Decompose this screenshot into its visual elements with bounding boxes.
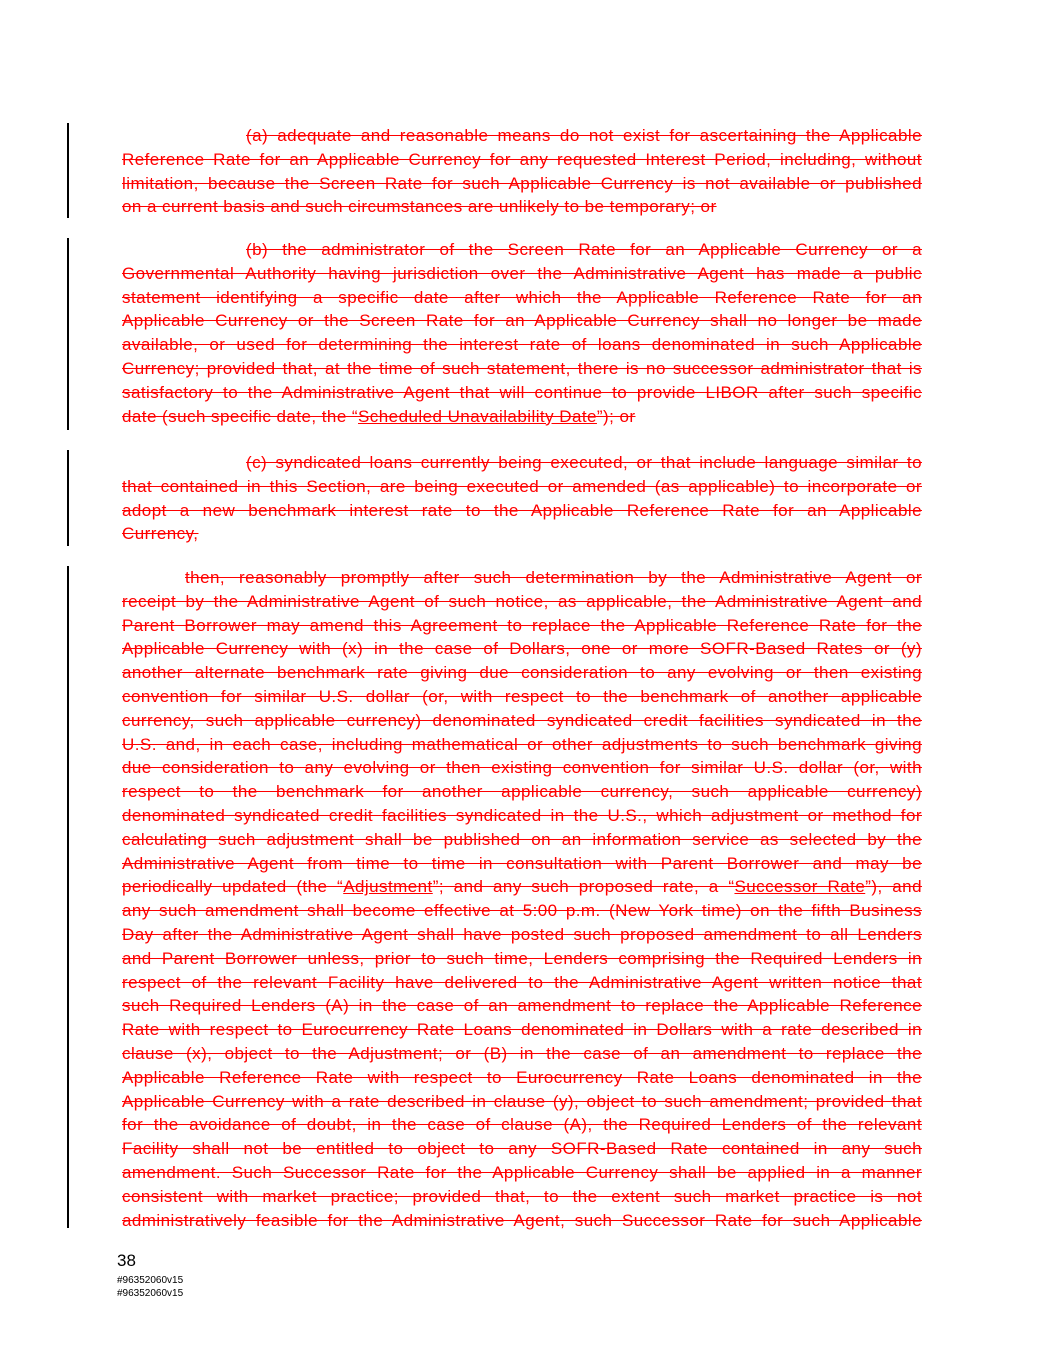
then-paragraph	[122, 566, 922, 1232]
change-bar	[67, 238, 69, 430]
text-line: currency, such applicable currency) denominated syndicated credit facilities syndicated in the	[122, 710, 922, 730]
text-segment: ”; and any such proposed rate, a “	[432, 877, 735, 897]
text-line: Currency; provided that, at the time of such statement, there is no successor administrator that is	[122, 358, 922, 378]
defined-term-scheduled-unavailability-date: Scheduled Unavailability Date	[358, 406, 597, 426]
text-line: Facility shall not be entitled to object to any SOFR-Based Rate contained in any such	[122, 1139, 922, 1159]
text-line: respect of the relevant Facility have delivered to the Administrative Agent written notice that	[122, 972, 922, 992]
text-line: (c) syndicated loans currently being executed, or that include language similar to	[246, 453, 922, 472]
text-line: Administrative Agent from time to time in consultation with Parent Borrower and may be	[122, 853, 922, 873]
clause-c-paragraph	[122, 451, 922, 546]
text-line: then, reasonably promptly after such determination by the Administrative Agent or	[185, 568, 922, 587]
text-line: Applicable Currency with a rate described in clause (y), object to such amendment; provided that	[122, 1091, 922, 1111]
text-line: Parent Borrower may amend this Agreement to replace the Applicable Reference Rate for the	[122, 615, 922, 635]
text-line: calculating such adjustment shall be published on an information service as selected by the	[122, 829, 922, 849]
text-line	[122, 875, 922, 899]
text-line: Governmental Authority having jurisdiction over the Administrative Agent has made a public	[122, 263, 922, 283]
text-line: satisfactory to the Administrative Agent that will continue to provide LIBOR after such specific	[122, 382, 922, 402]
text-line: Applicable Currency or the Screen Rate for an Applicable Currency shall no longer be made	[122, 311, 922, 331]
text-line: Day after the Administrative Agent shall have posted such proposed amendment to all Lenders	[122, 924, 922, 944]
text-line: any such amendment shall become effective at 5:00 p.m. (New York time) on the fifth Business	[122, 901, 922, 921]
text-line: such Required Lenders (A) in the case of an amendment to replace the Applicable Reference	[122, 996, 922, 1016]
text-line: receipt by the Administrative Agent of such notice, as applicable, the Administrative Agent and	[122, 591, 922, 611]
text-line: on a current basis and such circumstances are unlikely to be temporary; or	[122, 197, 717, 217]
text-line: due consideration to any evolving or then existing convention for similar U.S. dollar (or, with	[122, 758, 922, 778]
text-line: that contained in this Section, are being executed or amended (as applicable) to incorporate or	[122, 476, 922, 496]
text-line: (a) adequate and reasonable means do not exist for ascertaining the Applicable	[246, 126, 922, 145]
text-line: Reference Rate for an Applicable Currency for any requested Interest Period, including, without	[122, 149, 922, 169]
document-id: #96352060v15	[117, 1275, 184, 1286]
defined-term-adjustment: Adjustment	[343, 877, 433, 897]
text-line: and Parent Borrower unless, prior to such time, Lenders comprising the Required Lenders in	[122, 948, 922, 968]
text-segment: date (such specific date, the “	[122, 406, 359, 426]
text-line: convention for similar U.S. dollar (or, with respect to the benchmark of another applicable	[122, 686, 922, 706]
defined-term-successor-rate: Successor Rate	[734, 877, 866, 897]
text-line: statement identifying a specific date after which the Applicable Reference Rate for an	[122, 287, 922, 307]
page-number: 38	[117, 1251, 136, 1270]
text-line: Currency,	[122, 524, 199, 544]
text-line: adopt a new benchmark interest rate to the Applicable Reference Rate for an Applicable	[122, 500, 922, 520]
text-segment: periodically updated (the “	[122, 877, 344, 897]
text-line: consistent with market practice; provided that, to the extent such market practice is not	[122, 1186, 922, 1206]
clause-b-paragraph	[122, 238, 922, 428]
text-line: administratively feasible for the Administrative Agent, such Successor Rate for such Applicable	[122, 1210, 922, 1230]
text-line: U.S. and, in each case, including mathematical or other adjustments to such benchmark giving	[122, 734, 922, 754]
text-line: Applicable Reference Rate with respect to Eurocurrency Rate Loans denominated in the	[122, 1067, 922, 1087]
text-line: Rate with respect to Eurocurrency Rate Loans denominated in Dollars with a rate described in	[122, 1020, 922, 1040]
change-bar	[67, 450, 69, 546]
text-segment: ”), and	[865, 877, 922, 897]
change-bar	[67, 566, 69, 1228]
text-line: denominated syndicated credit facilities syndicated in the U.S., which adjustment or method for	[122, 805, 922, 825]
text-line	[122, 405, 922, 429]
text-segment: ”); or	[596, 406, 636, 426]
text-line: limitation, because the Screen Rate for such Applicable Currency is not available or published	[122, 173, 922, 193]
text-line: for the avoidance of doubt, in the case of clause (A), the Required Lenders of the relevant	[122, 1115, 922, 1135]
text-line: respect to the benchmark for another applicable currency, such applicable currency)	[122, 782, 922, 802]
text-line: another alternate benchmark rate giving due consideration to any evolving or then existing	[122, 663, 922, 683]
clause-a-paragraph	[122, 124, 922, 219]
change-bar	[67, 123, 69, 218]
document-id: #96352060v15	[117, 1288, 184, 1299]
text-line: (b) the administrator of the Screen Rate for an Applicable Currency or a	[246, 240, 922, 259]
page-footer	[117, 1251, 183, 1300]
text-line: amendment. Such Successor Rate for the Applicable Currency shall be applied in a manner	[122, 1162, 922, 1182]
text-line: Applicable Currency with (x) in the case of Dollars, one or more SOFR-Based Rates or (y)	[122, 639, 922, 659]
text-line: clause (x), object to the Adjustment; or (B) in the case of an amendment to replace the	[122, 1043, 922, 1063]
text-line: available, or used for determining the interest rate of loans denominated in such Applicable	[122, 335, 922, 355]
